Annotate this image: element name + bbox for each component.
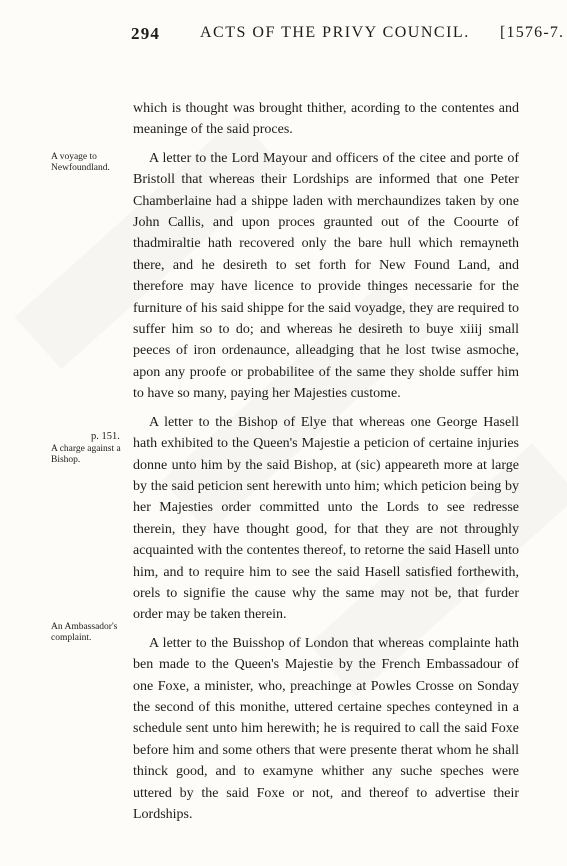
margin-note-voyage: A voyage to Newfoundland. xyxy=(51,152,110,173)
folio-reference: p. 151. xyxy=(91,431,120,442)
margin-note-charge: A charge against a Bishop. xyxy=(51,444,121,465)
page-header xyxy=(0,24,567,48)
page-body xyxy=(133,98,519,832)
margin-note-ambassador: An Ambassador's complaint. xyxy=(51,622,118,643)
paragraph-ambassador-letter: A letter to the Buisshop of London that whereas complainte hath ben made to the Queen's Majestie by the French Embassadour of one Foxe, a minister, who, preachinge at Powles Crosse on Sonday the second of this monithe, uttered certaine speches conteyned in a schedule sent unto him herewith; he is required to call the said Foxe before him and some others that were presente therat whom he shall thinck good, and to examyne whither any suche speches were uttered by the said Foxe or not, and thereof to advertise their Lordships. xyxy=(133,635,519,822)
running-title: ACTS OF THE PRIVY COUNCIL. xyxy=(200,24,470,41)
year-range: [1576-7. xyxy=(500,24,565,41)
page-number: 294 xyxy=(131,24,161,43)
paragraph-voyage-letter: A letter to the Lord Mayour and officers of the citee and porte of Bristoll that whereas their Lordships are informed that one Peter Chamberlaine had a shippe laden with merchaundizes taken by one John Callis, and upon proces graunted out of the Coourte of thadmiraltie hath recovered only the bare hull which remayneth there, and he desireth to set forth for New Found Land, and therefore may have licence to provide thinges necessarie for the furniture of his said shippe for the said voyadge, they are required to suffer him so to do; and whereas he desireth to buye xiiij small peeces of iron ordenaunce, alleadging that he lost twise asmoche, apon any proofe or probabilitee of the same they sholde suffer him to have so many, paying her Majesties custome. xyxy=(133,150,519,402)
paragraph-continuation: which is thought was brought thither, acording to the contentes and meaninge of the said proces. xyxy=(133,101,519,138)
paragraph-bishop-letter: A letter to the Bishop of Elye that whereas one George Hasell hath exhibited to the Queen's Majestie a peticion of certaine injuries donne unto him by the said Bishop, at (sic) appeareth more at large by the said peticion sent herewith unto him; which peticion being by her Majesties order committed unto the Lords to see redresse therein, they have thought good, for that they are not throughly acquainted with the contentes thereof, to retorne the said Hasell unto him, and to require him to see the said Hasell satisfied forthewith, orels to signifie the cause why the same may not be, that furder order may be taken therein. xyxy=(133,414,519,623)
